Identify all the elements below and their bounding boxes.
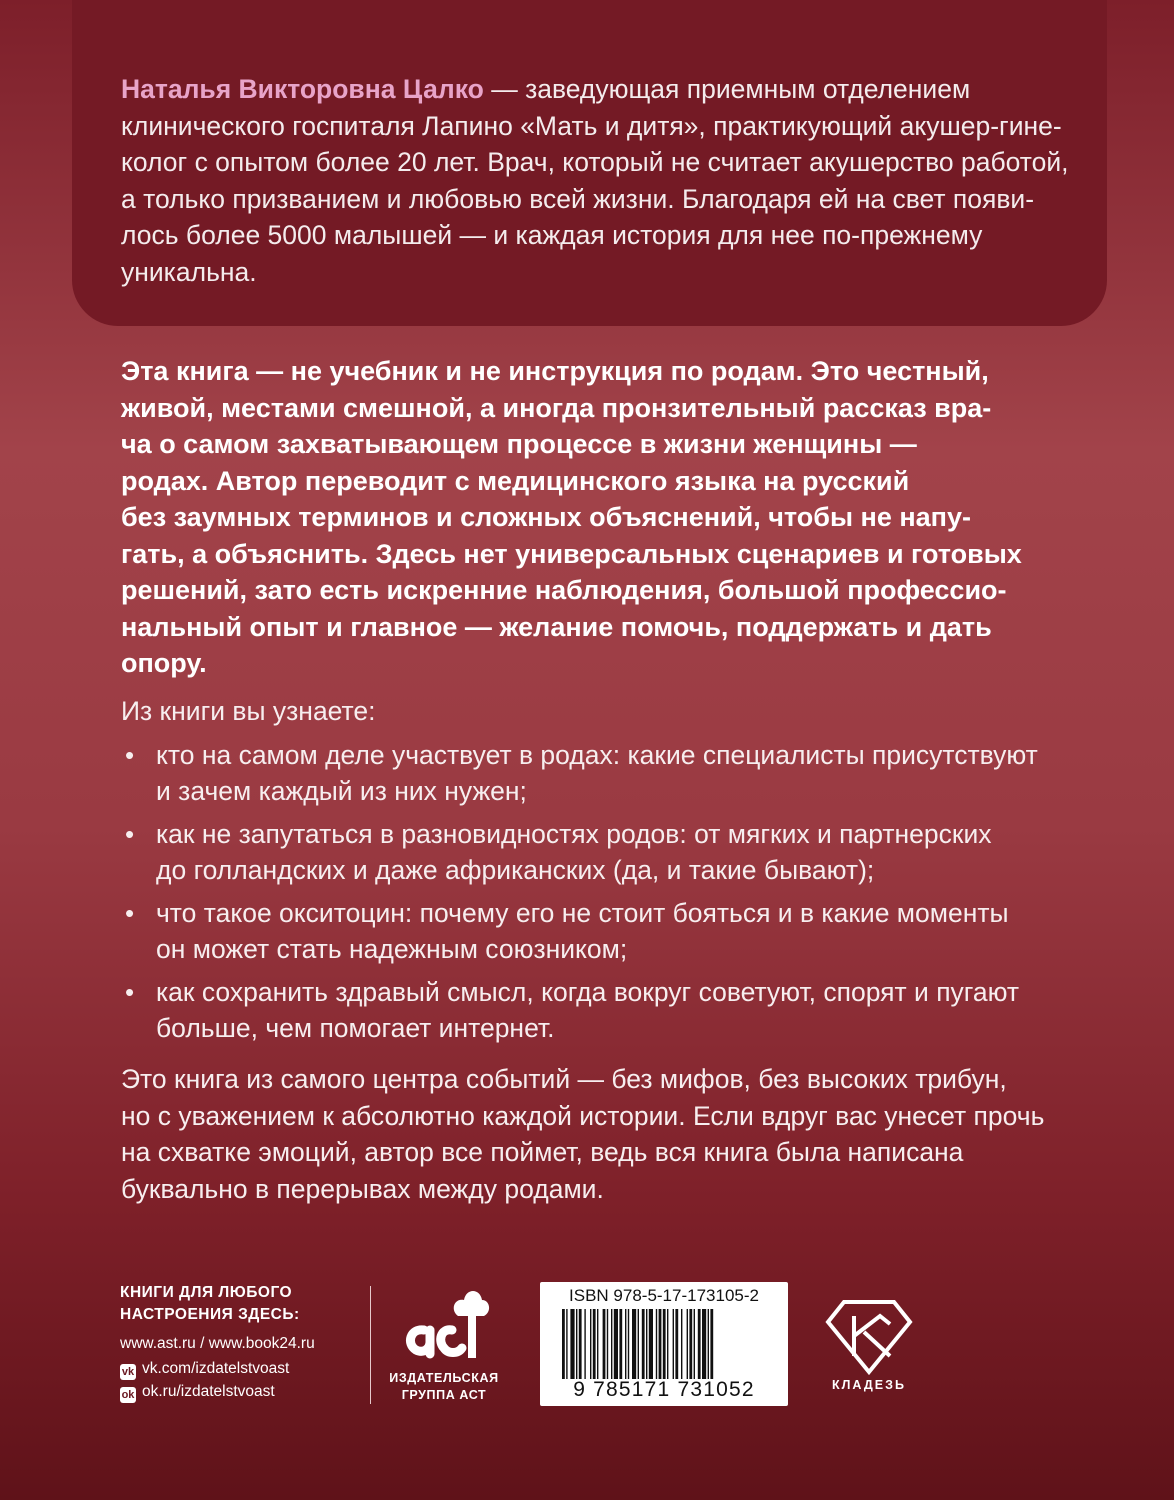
list-item xyxy=(121,737,1081,809)
barcode-bar xyxy=(632,1309,636,1379)
barcode-bar xyxy=(689,1309,692,1379)
barcode-digits: 9 785171 731052 xyxy=(573,1378,755,1401)
barcode-bar xyxy=(614,1309,618,1379)
closing-line: но с уважением к абсолютно каждой истории. Если вдруг вас унесет прочь xyxy=(121,1100,1045,1131)
publisher-caption-line: ИЗДАТЕЛЬСКАЯ xyxy=(389,1371,499,1385)
barcode-bar xyxy=(710,1309,713,1379)
barcode-bar xyxy=(597,1309,598,1379)
closing-line: на схватке эмоций, автор все поймет, ведь вся книга была написана xyxy=(121,1137,964,1167)
websites-link[interactable]: www.ast.ru / www.book24.ru xyxy=(120,1335,315,1352)
barcode-bar xyxy=(673,1309,674,1379)
barcode-bar xyxy=(702,1309,706,1379)
barcode xyxy=(540,1282,788,1406)
list-item xyxy=(121,895,1081,967)
barcode-bar xyxy=(687,1309,688,1379)
closing-line: буквально в перерывах между родами. xyxy=(121,1173,604,1204)
bullet-icon: • xyxy=(125,740,135,770)
ok-icon: ok xyxy=(121,1389,135,1401)
description-line: нальный опыт и главное — желание помочь, поддержать и дать xyxy=(121,611,992,642)
vk-link-text: vk.com/izdatelstvoast xyxy=(142,1360,290,1377)
description-line: родах. Автор переводит с медицинского языка на русский xyxy=(121,465,910,496)
barcode-bar xyxy=(603,1309,606,1379)
barcode-bar xyxy=(619,1309,622,1379)
list-item xyxy=(121,974,1081,1046)
barcode-bar xyxy=(694,1309,695,1379)
closing-line: Это книга из самого центра событий — без мифов, без высоких трибун, xyxy=(121,1064,1007,1094)
barcode-bar xyxy=(566,1309,567,1379)
barcode-bar xyxy=(708,1309,709,1379)
author-bio xyxy=(121,71,1069,290)
barcode-bar xyxy=(667,1309,668,1379)
barcode-bar xyxy=(646,1309,647,1379)
description-line: ча о самом захватывающем процессе в жизни женщины — xyxy=(121,429,917,459)
description-line: живой, местами смешной, а иногда пронзительный рассказ вра- xyxy=(121,392,992,423)
barcode-bar xyxy=(642,1309,645,1379)
list-item xyxy=(121,816,1081,888)
author-bio-line: а только призванием и любовью всей жизни. Благодаря ей на свет появи- xyxy=(121,183,1035,214)
ok-link-text: ok.ru/izdatelstvoast xyxy=(142,1383,275,1400)
topics-list xyxy=(121,737,1081,1053)
footer xyxy=(0,1270,1174,1500)
barcode-bar xyxy=(628,1309,629,1379)
barcode-bar xyxy=(607,1309,608,1379)
description-line: решений, зато есть искренние наблюдения, большой профессио- xyxy=(121,575,1007,605)
barcode-bar xyxy=(675,1309,678,1379)
description-line: опору. xyxy=(121,648,207,678)
promo-title xyxy=(120,1282,300,1326)
description-line: Эта книга — не учебник и не инструкция по родам. Это честный, xyxy=(121,356,989,386)
footer-divider xyxy=(370,1286,371,1404)
bullet-icon: • xyxy=(125,898,135,928)
barcode-bar xyxy=(576,1309,577,1379)
list-item-line: больше, чем помогает интернет. xyxy=(156,1013,555,1043)
ast-logo-icon xyxy=(400,1284,490,1366)
closing-paragraph xyxy=(121,1061,1071,1207)
author-bio-line: уникальна. xyxy=(121,256,257,287)
barcode-bar xyxy=(659,1309,662,1379)
author-bio-line: — заведующая приемным отделением xyxy=(483,74,971,104)
list-item-line: кто на самом деле участвует в родах: какие специалисты присутствуют xyxy=(156,740,1038,770)
promo-title-line: НАСТРОЕНИЯ ЗДЕСЬ: xyxy=(120,1306,300,1323)
vk-icon: vk xyxy=(121,1366,135,1378)
barcode-bar xyxy=(625,1309,626,1379)
author-bio-line: колог с опытом более 20 лет. Врач, который не считает акушерство работой, xyxy=(121,147,1069,177)
barcode-bar xyxy=(649,1309,653,1379)
publisher-caption xyxy=(380,1370,508,1404)
description-line: гать, а объяснить. Здесь нет универсальных сценариев и готовых xyxy=(121,538,1022,569)
list-item-line: до голландских и даже африканских (да, и такие бывают); xyxy=(156,855,875,885)
book-description xyxy=(121,353,1071,682)
barcode-bar xyxy=(663,1309,666,1379)
barcode-bar xyxy=(638,1309,639,1379)
barcode-bar xyxy=(579,1309,582,1379)
barcode-bar xyxy=(681,1309,682,1379)
barcode-bar xyxy=(698,1309,701,1379)
barcode-bars xyxy=(562,1309,772,1379)
publisher-caption-line: ГРУППА АСТ xyxy=(401,1388,487,1402)
imprint-name: КЛАДЕЗЬ xyxy=(832,1378,906,1392)
bullet-icon: • xyxy=(125,977,135,1007)
list-intro: Из книги вы узнаете: xyxy=(121,696,376,726)
barcode-bar xyxy=(656,1309,657,1379)
list-item-line: как не запутаться в разновидностях родов: от мягких и партнерских xyxy=(156,819,992,849)
description-line: без заумных терминов и сложных объяснений, чтобы не напу- xyxy=(121,502,971,532)
promo-title-line: КНИГИ ДЛЯ ЛЮБОГО xyxy=(120,1284,293,1301)
diamond-logo-icon xyxy=(824,1296,914,1376)
ok-link[interactable] xyxy=(120,1382,275,1403)
list-item-line: и зачем каждый из них нужен; xyxy=(156,776,527,806)
barcode-bar xyxy=(584,1309,585,1379)
author-name: Наталья Викторовна Цалко xyxy=(121,74,484,104)
barcode-bar xyxy=(611,1309,612,1379)
isbn-label: ISBN 978-5-17-173105-2 xyxy=(569,1286,759,1305)
barcode-bar xyxy=(590,1309,591,1379)
barcode-bar xyxy=(562,1309,565,1379)
barcode-bar xyxy=(570,1309,574,1379)
barcode-bar xyxy=(593,1309,596,1379)
author-bio-line: лось более 5000 малышей — и каждая история для нее по-прежнему xyxy=(121,220,983,250)
bullet-icon: • xyxy=(125,819,135,849)
list-item-line: как сохранить здравый смысл, когда вокруг советуют, спорят и пугают xyxy=(156,977,1020,1007)
list-item-line: он может стать надежным союзником; xyxy=(156,934,628,964)
list-item-line: что такое окситоцин: почему его не стоит бояться и в какие моменты xyxy=(156,898,1009,928)
vk-link[interactable] xyxy=(120,1359,289,1380)
author-bio-line: клинического госпиталя Лапино «Мать и дитя», практикующий акушер-гине- xyxy=(121,110,1062,141)
